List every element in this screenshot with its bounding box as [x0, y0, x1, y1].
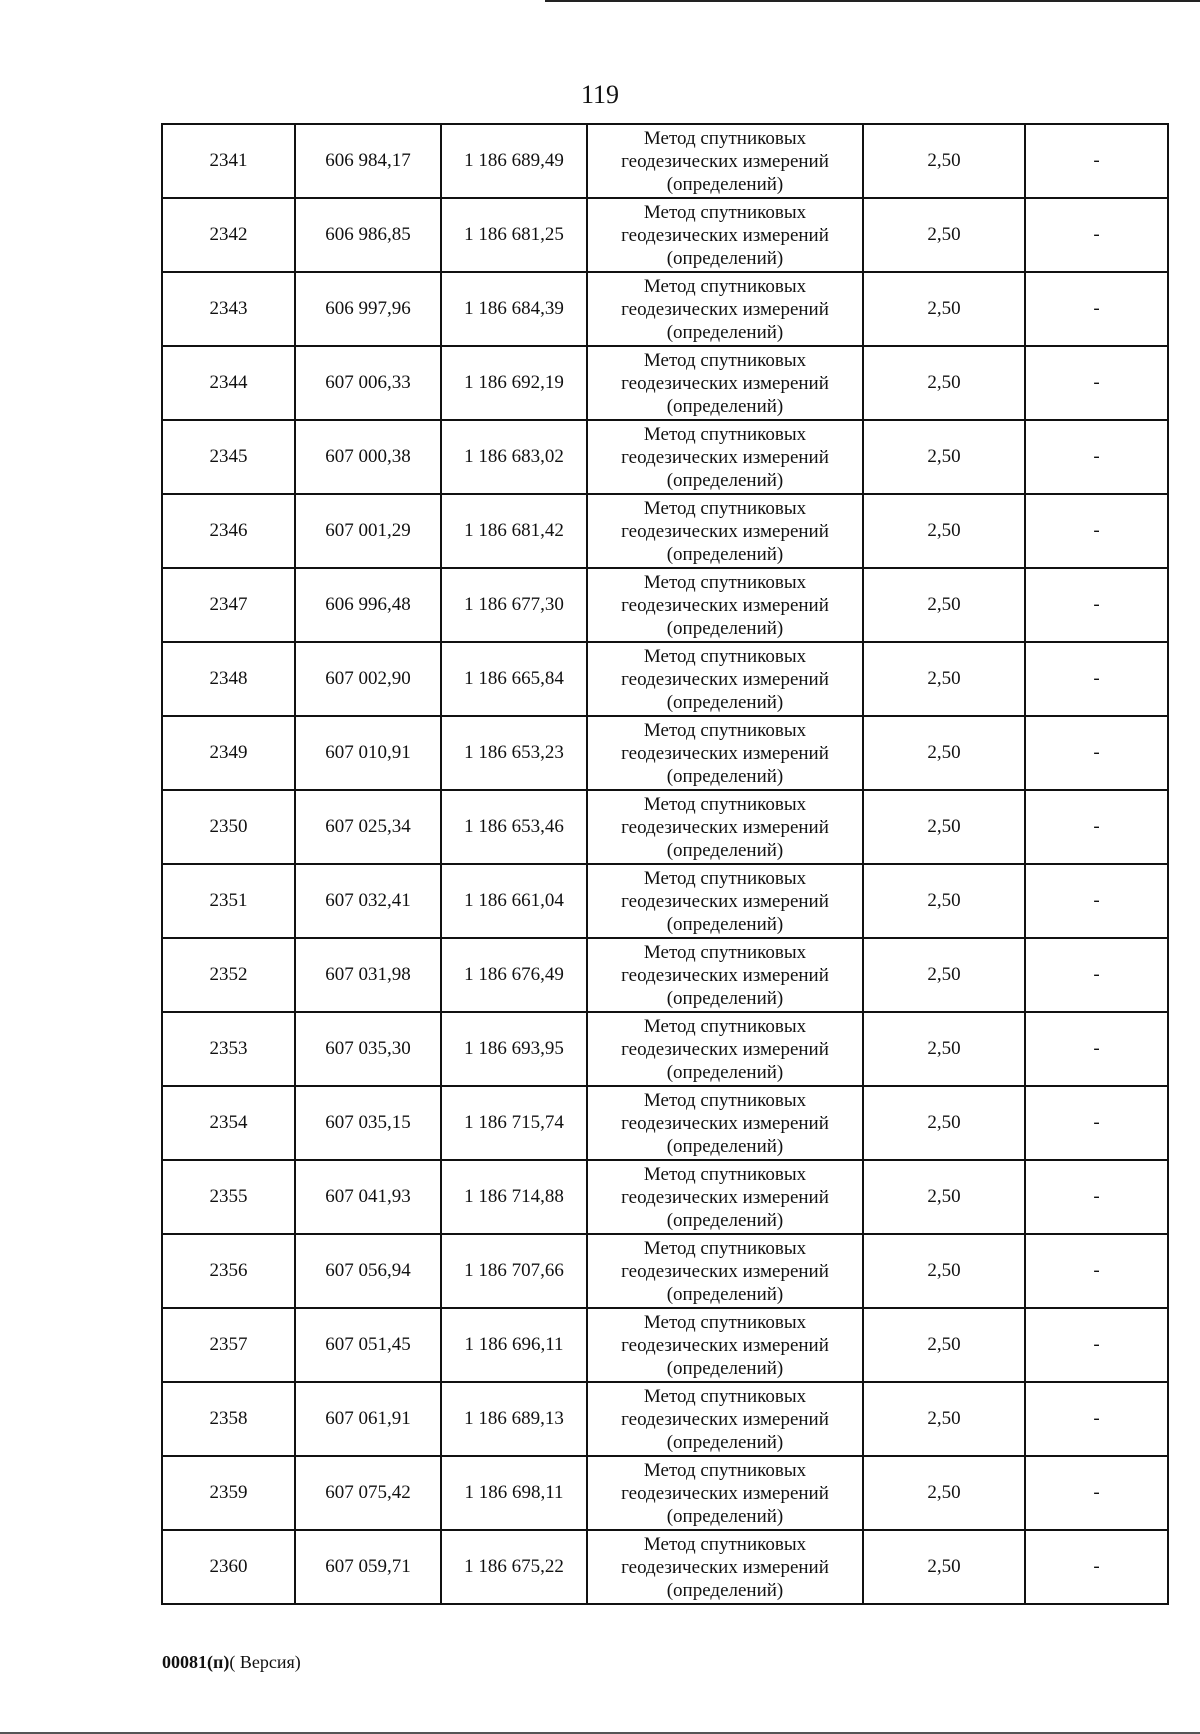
x-coordinate-cell: 607 061,91 — [295, 1382, 441, 1456]
table-row — [162, 1012, 1168, 1086]
accuracy-cell: 2,50 — [863, 1456, 1025, 1530]
extra-cell: - — [1025, 1308, 1168, 1382]
extra-cell: - — [1025, 346, 1168, 420]
method-cell — [587, 642, 863, 716]
table-row — [162, 494, 1168, 568]
method-line-1: Метод спутниковых — [643, 867, 807, 889]
extra-cell: - — [1025, 420, 1168, 494]
x-coordinate-cell: 607 056,94 — [295, 1234, 441, 1308]
method-line-2: геодезических измерений — [621, 372, 829, 394]
point-number-cell: 2355 — [162, 1160, 295, 1234]
point-number-cell: 2346 — [162, 494, 295, 568]
method-line-2: геодезических измерений — [621, 964, 829, 986]
method-line-2: геодезических измерений — [621, 150, 829, 172]
method-line-3: (определений) — [666, 765, 784, 787]
extra-cell: - — [1025, 1456, 1168, 1530]
y-coordinate-cell: 1 186 676,49 — [441, 938, 587, 1012]
method-cell — [587, 420, 863, 494]
method-cell — [587, 1456, 863, 1530]
accuracy-cell: 2,50 — [863, 790, 1025, 864]
y-coordinate-cell: 1 186 681,25 — [441, 198, 587, 272]
y-coordinate-cell: 1 186 696,11 — [441, 1308, 587, 1382]
y-coordinate-cell: 1 186 714,88 — [441, 1160, 587, 1234]
point-number-cell: 2344 — [162, 346, 295, 420]
x-coordinate-cell: 607 031,98 — [295, 938, 441, 1012]
method-line-3: (определений) — [666, 617, 784, 639]
accuracy-cell: 2,50 — [863, 420, 1025, 494]
table-row — [162, 198, 1168, 272]
method-line-2: геодезических измерений — [621, 668, 829, 690]
document-code: 00081(п) — [162, 1652, 230, 1672]
method-cell — [587, 1308, 863, 1382]
method-line-1: Метод спутниковых — [643, 1163, 807, 1185]
method-line-1: Метод спутниковых — [643, 1459, 807, 1481]
coordinates-table — [161, 123, 1169, 1605]
method-line-3: (определений) — [666, 1283, 784, 1305]
document-version: ( Версия) — [229, 1652, 301, 1672]
point-number-cell: 2349 — [162, 716, 295, 790]
extra-cell: - — [1025, 272, 1168, 346]
point-number-cell: 2343 — [162, 272, 295, 346]
extra-cell: - — [1025, 1234, 1168, 1308]
y-coordinate-cell: 1 186 698,11 — [441, 1456, 587, 1530]
x-coordinate-cell: 607 075,42 — [295, 1456, 441, 1530]
y-coordinate-cell: 1 186 693,95 — [441, 1012, 587, 1086]
method-line-2: геодезических измерений — [621, 1556, 829, 1578]
method-line-3: (определений) — [666, 321, 784, 343]
table-row — [162, 1234, 1168, 1308]
x-coordinate-cell: 607 010,91 — [295, 716, 441, 790]
point-number-cell: 2351 — [162, 864, 295, 938]
accuracy-cell: 2,50 — [863, 1382, 1025, 1456]
point-number-cell: 2357 — [162, 1308, 295, 1382]
method-line-1: Метод спутниковых — [643, 1015, 807, 1037]
x-coordinate-cell: 606 984,17 — [295, 124, 441, 198]
table-row — [162, 642, 1168, 716]
extra-cell: - — [1025, 198, 1168, 272]
x-coordinate-cell: 607 035,30 — [295, 1012, 441, 1086]
method-line-2: геодезических измерений — [621, 1334, 829, 1356]
y-coordinate-cell: 1 186 677,30 — [441, 568, 587, 642]
method-line-2: геодезических измерений — [621, 1186, 829, 1208]
x-coordinate-cell: 607 006,33 — [295, 346, 441, 420]
method-cell — [587, 1086, 863, 1160]
point-number-cell: 2348 — [162, 642, 295, 716]
method-line-3: (определений) — [666, 543, 784, 565]
table-row — [162, 346, 1168, 420]
point-number-cell: 2358 — [162, 1382, 295, 1456]
table-row — [162, 124, 1168, 198]
extra-cell: - — [1025, 1086, 1168, 1160]
y-coordinate-cell: 1 186 675,22 — [441, 1530, 587, 1604]
accuracy-cell: 2,50 — [863, 1234, 1025, 1308]
table-row — [162, 272, 1168, 346]
method-cell — [587, 790, 863, 864]
accuracy-cell: 2,50 — [863, 1086, 1025, 1160]
method-line-1: Метод спутниковых — [643, 201, 807, 223]
top-scan-rule — [545, 0, 1200, 2]
method-line-3: (определений) — [666, 987, 784, 1009]
y-coordinate-cell: 1 186 707,66 — [441, 1234, 587, 1308]
table-row — [162, 568, 1168, 642]
method-line-1: Метод спутниковых — [643, 497, 807, 519]
x-coordinate-cell: 607 002,90 — [295, 642, 441, 716]
method-line-2: геодезических измерений — [621, 816, 829, 838]
method-line-3: (определений) — [666, 173, 784, 195]
x-coordinate-cell: 607 025,34 — [295, 790, 441, 864]
point-number-cell: 2353 — [162, 1012, 295, 1086]
method-line-2: геодезических измерений — [621, 1260, 829, 1282]
extra-cell: - — [1025, 716, 1168, 790]
x-coordinate-cell: 606 986,85 — [295, 198, 441, 272]
table-row — [162, 1382, 1168, 1456]
y-coordinate-cell: 1 186 692,19 — [441, 346, 587, 420]
method-cell — [587, 864, 863, 938]
point-number-cell: 2342 — [162, 198, 295, 272]
method-line-2: геодезических измерений — [621, 224, 829, 246]
x-coordinate-cell: 607 041,93 — [295, 1160, 441, 1234]
y-coordinate-cell: 1 186 689,13 — [441, 1382, 587, 1456]
y-coordinate-cell: 1 186 661,04 — [441, 864, 587, 938]
method-line-3: (определений) — [666, 395, 784, 417]
method-cell — [587, 1160, 863, 1234]
method-cell — [587, 1382, 863, 1456]
method-cell — [587, 1530, 863, 1604]
method-cell — [587, 346, 863, 420]
method-cell — [587, 494, 863, 568]
method-line-3: (определений) — [666, 1505, 784, 1527]
method-line-3: (определений) — [666, 469, 784, 491]
table-row — [162, 864, 1168, 938]
y-coordinate-cell: 1 186 665,84 — [441, 642, 587, 716]
accuracy-cell: 2,50 — [863, 568, 1025, 642]
x-coordinate-cell: 606 996,48 — [295, 568, 441, 642]
y-coordinate-cell: 1 186 681,42 — [441, 494, 587, 568]
method-line-3: (определений) — [666, 1357, 784, 1379]
accuracy-cell: 2,50 — [863, 1308, 1025, 1382]
y-coordinate-cell: 1 186 653,23 — [441, 716, 587, 790]
y-coordinate-cell: 1 186 689,49 — [441, 124, 587, 198]
point-number-cell: 2341 — [162, 124, 295, 198]
method-line-1: Метод спутниковых — [643, 1237, 807, 1259]
extra-cell: - — [1025, 1530, 1168, 1604]
method-line-3: (определений) — [666, 691, 784, 713]
accuracy-cell: 2,50 — [863, 864, 1025, 938]
x-coordinate-cell: 607 001,29 — [295, 494, 441, 568]
method-line-1: Метод спутниковых — [643, 1089, 807, 1111]
y-coordinate-cell: 1 186 684,39 — [441, 272, 587, 346]
table-row — [162, 938, 1168, 1012]
method-cell — [587, 1234, 863, 1308]
accuracy-cell: 2,50 — [863, 1530, 1025, 1604]
method-line-1: Метод спутниковых — [643, 1385, 807, 1407]
method-cell — [587, 568, 863, 642]
method-line-2: геодезических измерений — [621, 1482, 829, 1504]
extra-cell: - — [1025, 494, 1168, 568]
accuracy-cell: 2,50 — [863, 198, 1025, 272]
page-number: 119 — [580, 80, 620, 109]
method-line-1: Метод спутниковых — [643, 571, 807, 593]
method-line-3: (определений) — [666, 1061, 784, 1083]
method-line-2: геодезических измерений — [621, 520, 829, 542]
document-footer — [162, 1652, 301, 1673]
method-line-3: (определений) — [666, 839, 784, 861]
extra-cell: - — [1025, 1160, 1168, 1234]
method-cell — [587, 124, 863, 198]
method-line-1: Метод спутниковых — [643, 719, 807, 741]
method-line-2: геодезических измерений — [621, 594, 829, 616]
method-line-1: Метод спутниковых — [643, 1533, 807, 1555]
accuracy-cell: 2,50 — [863, 642, 1025, 716]
method-line-2: геодезических измерений — [621, 446, 829, 468]
x-coordinate-cell: 607 059,71 — [295, 1530, 441, 1604]
method-line-2: геодезических измерений — [621, 890, 829, 912]
method-line-1: Метод спутниковых — [643, 941, 807, 963]
extra-cell: - — [1025, 124, 1168, 198]
point-number-cell: 2345 — [162, 420, 295, 494]
extra-cell: - — [1025, 1012, 1168, 1086]
method-line-2: геодезических измерений — [621, 742, 829, 764]
point-number-cell: 2356 — [162, 1234, 295, 1308]
point-number-cell: 2350 — [162, 790, 295, 864]
x-coordinate-cell: 607 035,15 — [295, 1086, 441, 1160]
extra-cell: - — [1025, 938, 1168, 1012]
point-number-cell: 2347 — [162, 568, 295, 642]
method-line-1: Метод спутниковых — [643, 423, 807, 445]
x-coordinate-cell: 607 051,45 — [295, 1308, 441, 1382]
table-row — [162, 716, 1168, 790]
method-cell — [587, 716, 863, 790]
method-line-3: (определений) — [666, 1135, 784, 1157]
method-cell — [587, 938, 863, 1012]
accuracy-cell: 2,50 — [863, 1012, 1025, 1086]
method-cell — [587, 272, 863, 346]
method-line-3: (определений) — [666, 1431, 784, 1453]
point-number-cell: 2360 — [162, 1530, 295, 1604]
extra-cell: - — [1025, 790, 1168, 864]
method-line-1: Метод спутниковых — [643, 349, 807, 371]
table-row — [162, 1456, 1168, 1530]
table-row — [162, 1530, 1168, 1604]
extra-cell: - — [1025, 568, 1168, 642]
method-line-1: Метод спутниковых — [643, 793, 807, 815]
method-line-3: (определений) — [666, 247, 784, 269]
method-line-1: Метод спутниковых — [643, 275, 807, 297]
method-line-1: Метод спутниковых — [643, 645, 807, 667]
extra-cell: - — [1025, 642, 1168, 716]
table-row — [162, 1308, 1168, 1382]
method-cell — [587, 198, 863, 272]
accuracy-cell: 2,50 — [863, 1160, 1025, 1234]
extra-cell: - — [1025, 864, 1168, 938]
method-line-1: Метод спутниковых — [643, 1311, 807, 1333]
method-line-3: (определений) — [666, 1579, 784, 1601]
accuracy-cell: 2,50 — [863, 124, 1025, 198]
method-line-2: геодезических измерений — [621, 1408, 829, 1430]
y-coordinate-cell: 1 186 683,02 — [441, 420, 587, 494]
accuracy-cell: 2,50 — [863, 938, 1025, 1012]
extra-cell: - — [1025, 1382, 1168, 1456]
method-line-3: (определений) — [666, 913, 784, 935]
point-number-cell: 2354 — [162, 1086, 295, 1160]
table-row — [162, 420, 1168, 494]
point-number-cell: 2352 — [162, 938, 295, 1012]
accuracy-cell: 2,50 — [863, 272, 1025, 346]
method-line-2: геодезических измерений — [621, 1112, 829, 1134]
accuracy-cell: 2,50 — [863, 494, 1025, 568]
method-line-2: геодезических измерений — [621, 298, 829, 320]
method-line-2: геодезических измерений — [621, 1038, 829, 1060]
y-coordinate-cell: 1 186 653,46 — [441, 790, 587, 864]
method-line-1: Метод спутниковых — [643, 127, 807, 149]
x-coordinate-cell: 606 997,96 — [295, 272, 441, 346]
table-body — [162, 124, 1168, 1604]
table-row — [162, 790, 1168, 864]
y-coordinate-cell: 1 186 715,74 — [441, 1086, 587, 1160]
table-row — [162, 1160, 1168, 1234]
x-coordinate-cell: 607 000,38 — [295, 420, 441, 494]
table-row — [162, 1086, 1168, 1160]
accuracy-cell: 2,50 — [863, 716, 1025, 790]
x-coordinate-cell: 607 032,41 — [295, 864, 441, 938]
accuracy-cell: 2,50 — [863, 346, 1025, 420]
method-line-3: (определений) — [666, 1209, 784, 1231]
method-cell — [587, 1012, 863, 1086]
point-number-cell: 2359 — [162, 1456, 295, 1530]
